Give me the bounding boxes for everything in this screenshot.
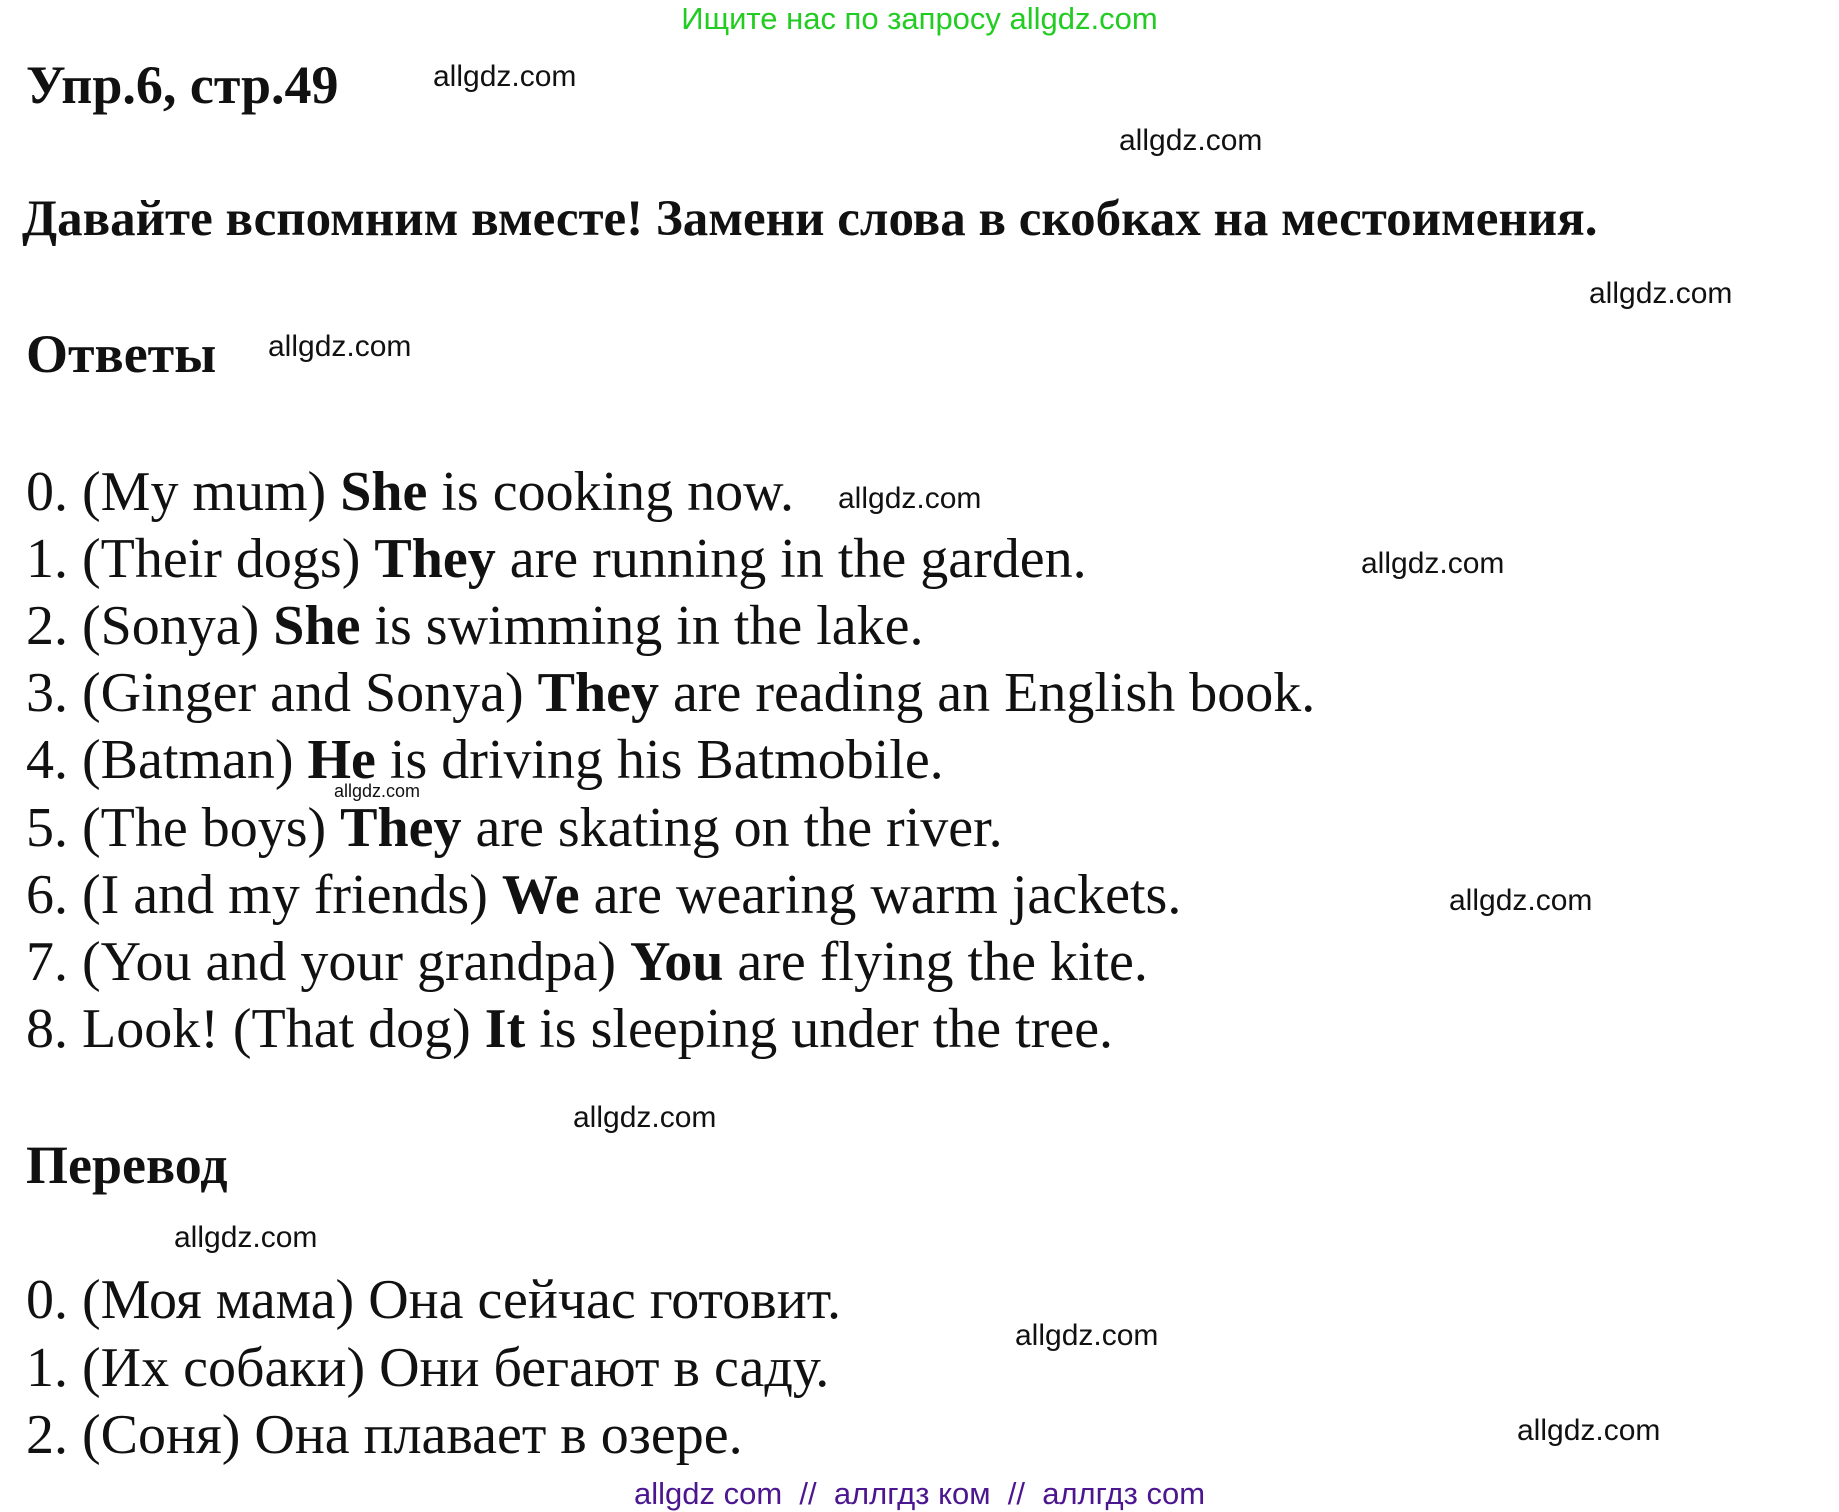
answer-line: 3. (Ginger and Sonya) They are reading an English book.	[26, 662, 1316, 724]
answer-line: 7. (You and your grandpa) You are flying the kite.	[26, 931, 1148, 993]
watermark: allgdz.com	[1449, 884, 1593, 917]
footer-watermark: allgdz com // аллгдз ком // аллгдз com	[633, 1476, 1206, 1511]
instruction: Давайте вспомним вместе! Замени слова в скобках на местоимения.	[22, 191, 1598, 247]
watermark: allgdz.com	[1361, 547, 1505, 580]
answer-line: 5. (The boys) They are skating on the river.	[26, 797, 1003, 859]
translation-heading: Перевод	[26, 1135, 228, 1195]
watermark: allgdz.com	[573, 1101, 717, 1134]
watermark: allgdz.com	[838, 482, 982, 515]
exercise-title: Упр.6, стр.49	[26, 55, 339, 115]
watermark: allgdz.com	[268, 330, 412, 363]
answers-heading: Ответы	[26, 324, 217, 384]
watermark: allgdz.com	[1517, 1414, 1661, 1447]
search-banner: Ищите нас по запросу allgdz.com	[681, 1, 1158, 36]
watermark: allgdz.com	[1589, 277, 1733, 310]
answer-line: 6. (I and my friends) We are wearing warm jackets.	[26, 864, 1182, 926]
watermark: allgdz.com	[433, 60, 577, 93]
answer-line: 8. Look! (That dog) It is sleeping under the tree.	[26, 998, 1114, 1060]
translation-line: 1. (Их собаки) Они бегают в саду.	[26, 1337, 830, 1399]
watermark: allgdz.com	[174, 1221, 318, 1254]
watermark: allgdz.com	[1119, 124, 1263, 157]
watermark: allgdz.com	[1015, 1319, 1159, 1352]
answer-line: 2. (Sonya) She is swimming in the lake.	[26, 595, 924, 657]
answer-line: 4. (Batman) He is driving his Batmobile.	[26, 729, 944, 791]
translation-line: 0. (Моя мама) Она сейчас готовит.	[26, 1269, 841, 1331]
answer-line: 1. (Their dogs) They are running in the garden.	[26, 528, 1087, 590]
answer-line: 0. (My mum) She is cooking now.	[26, 461, 794, 523]
watermark: allgdz.com	[334, 781, 421, 801]
translation-line: 2. (Соня) Она плавает в озере.	[26, 1404, 743, 1466]
